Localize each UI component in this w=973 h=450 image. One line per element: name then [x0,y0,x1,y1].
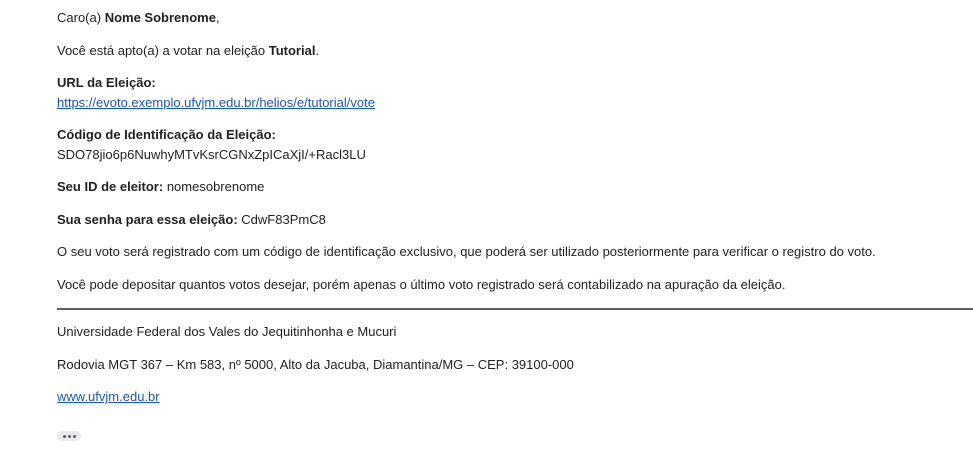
voter-id-value: nomesobrenome [166,179,265,194]
voter-id-line [57,179,264,195]
password-value: CdwF83PmC8 [241,212,326,227]
footer-address: Rodovia MGT 367 – Km 583, nº 5000, Alto da Jacuba, Diamantina/MG – CEP: 39100-000 [57,357,574,372]
footer-divider [57,308,973,310]
password-line [57,212,326,228]
election-id-label: Código de Identificação da Eleição: [57,127,276,142]
footer-website-line [57,389,160,405]
footer-website-link[interactable]: www.ufvjm.edu.br [57,389,160,404]
recipient-name: Nome Sobrenome [104,10,216,25]
multiple-votes-note: Você pode depositar quantos votos desejar, porém apenas o último voto registrado será contabilizado na apuração da eleição. [57,277,786,292]
ellipsis-icon [73,435,76,438]
eligibility-suffix: . [315,43,320,58]
election-url-link[interactable]: https://evoto.exemplo.ufvjm.edu.br/helios/e/tutorial/vote [57,95,375,110]
election-url-label: URL da Eleição: [57,75,156,90]
footer-institution: Universidade Federal dos Vales do Jequitinhonha e Mucuri [57,324,397,339]
election-id-value: SDO78jio6p6NuwhyMTvKsrCGNxZpICaXjI/+Racl3LU [57,147,366,162]
eligibility-line [57,43,319,59]
election-url-line [57,95,375,111]
greeting-prefix: Caro(a) [57,10,105,25]
password-label: Sua senha para essa eleição: [57,212,238,227]
greeting-suffix: , [215,10,220,25]
show-trimmed-content-button[interactable] [57,431,81,441]
ellipsis-icon [68,435,71,438]
vote-tracking-note: O seu voto será registrado com um código de identificação exclusivo, que poderá ser utilizado posteriormente para verificar o registro do voto. [57,244,876,259]
eligibility-prefix: Você está apto(a) a votar na eleição [57,43,269,58]
greeting-line [57,10,220,26]
ellipsis-icon [63,435,66,438]
voter-id-label: Seu ID de eleitor: [57,179,164,194]
election-name: Tutorial [268,43,316,58]
